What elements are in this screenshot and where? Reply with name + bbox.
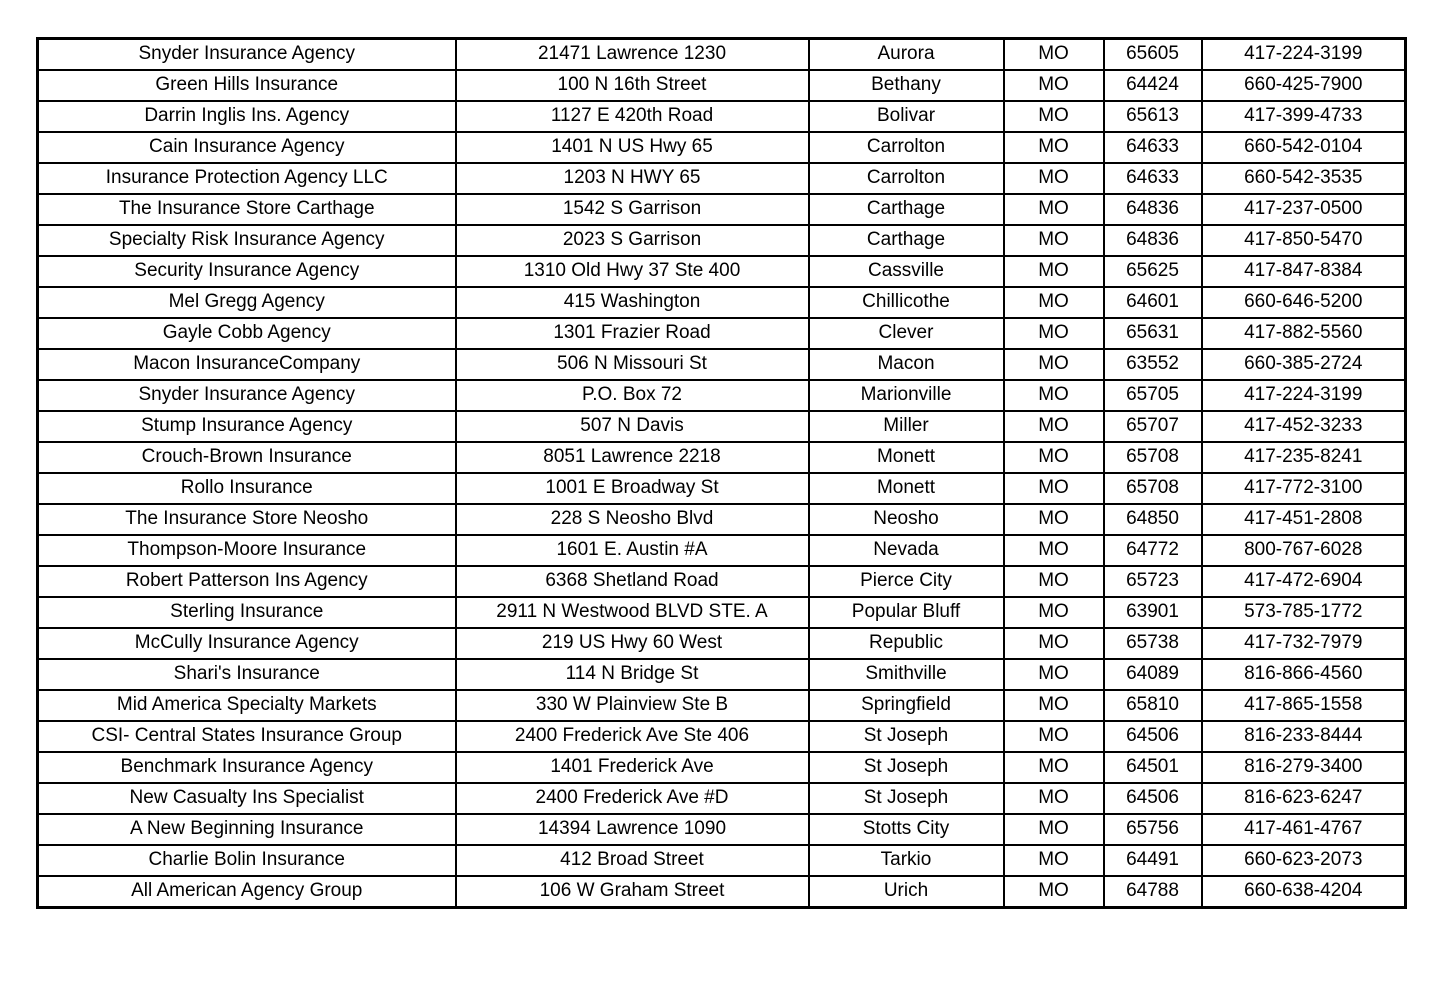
- table-row: [38, 39, 1406, 71]
- state-cell: MO: [1004, 814, 1104, 845]
- state-cell: MO: [1004, 876, 1104, 908]
- table-row: [38, 473, 1406, 504]
- city-cell: Nevada: [809, 535, 1004, 566]
- agency-name-cell: McCully Insurance Agency: [38, 628, 456, 659]
- city-cell: Urich: [809, 876, 1004, 908]
- address-cell: 1601 E. Austin #A: [456, 535, 809, 566]
- agency-name-cell: Specialty Risk Insurance Agency: [38, 225, 456, 256]
- agency-name-cell: Snyder Insurance Agency: [38, 39, 456, 71]
- agency-name-cell: Sterling Insurance: [38, 597, 456, 628]
- phone-cell: 417-472-6904: [1202, 566, 1406, 597]
- table-row: [38, 318, 1406, 349]
- table-row: [38, 752, 1406, 783]
- table-row: [38, 690, 1406, 721]
- zip-cell: 64491: [1104, 845, 1202, 876]
- state-cell: MO: [1004, 721, 1104, 752]
- phone-cell: 816-623-6247: [1202, 783, 1406, 814]
- city-cell: Miller: [809, 411, 1004, 442]
- city-cell: Popular Bluff: [809, 597, 1004, 628]
- agency-name-cell: Green Hills Insurance: [38, 70, 456, 101]
- phone-cell: 417-452-3233: [1202, 411, 1406, 442]
- zip-cell: 64601: [1104, 287, 1202, 318]
- city-cell: Monett: [809, 473, 1004, 504]
- phone-cell: 417-399-4733: [1202, 101, 1406, 132]
- address-cell: 1401 Frederick Ave: [456, 752, 809, 783]
- insurance-agency-table: [36, 37, 1407, 909]
- agency-name-cell: The Insurance Store Neosho: [38, 504, 456, 535]
- agency-name-cell: Thompson-Moore Insurance: [38, 535, 456, 566]
- zip-cell: 64506: [1104, 721, 1202, 752]
- city-cell: Carrolton: [809, 163, 1004, 194]
- address-cell: 2400 Frederick Ave #D: [456, 783, 809, 814]
- address-cell: 2400 Frederick Ave Ste 406: [456, 721, 809, 752]
- city-cell: Marionville: [809, 380, 1004, 411]
- city-cell: Carrolton: [809, 132, 1004, 163]
- city-cell: Cassville: [809, 256, 1004, 287]
- address-cell: 14394 Lawrence 1090: [456, 814, 809, 845]
- state-cell: MO: [1004, 163, 1104, 194]
- zip-cell: 65723: [1104, 566, 1202, 597]
- phone-cell: 417-224-3199: [1202, 380, 1406, 411]
- phone-cell: 660-385-2724: [1202, 349, 1406, 380]
- table-row: [38, 70, 1406, 101]
- address-cell: 1310 Old Hwy 37 Ste 400: [456, 256, 809, 287]
- phone-cell: 816-866-4560: [1202, 659, 1406, 690]
- address-cell: 8051 Lawrence 2218: [456, 442, 809, 473]
- address-cell: 1542 S Garrison: [456, 194, 809, 225]
- state-cell: MO: [1004, 442, 1104, 473]
- phone-cell: 573-785-1772: [1202, 597, 1406, 628]
- agency-name-cell: New Casualty Ins Specialist: [38, 783, 456, 814]
- table-row: [38, 194, 1406, 225]
- table-row: [38, 535, 1406, 566]
- zip-cell: 64836: [1104, 225, 1202, 256]
- city-cell: Carthage: [809, 225, 1004, 256]
- state-cell: MO: [1004, 535, 1104, 566]
- city-cell: Pierce City: [809, 566, 1004, 597]
- table-row: [38, 163, 1406, 194]
- state-cell: MO: [1004, 597, 1104, 628]
- agency-name-cell: All American Agency Group: [38, 876, 456, 908]
- table-body: [38, 39, 1406, 908]
- city-cell: Smithville: [809, 659, 1004, 690]
- phone-cell: 417-850-5470: [1202, 225, 1406, 256]
- agency-name-cell: Insurance Protection Agency LLC: [38, 163, 456, 194]
- agency-name-cell: Security Insurance Agency: [38, 256, 456, 287]
- phone-cell: 417-451-2808: [1202, 504, 1406, 535]
- address-cell: 21471 Lawrence 1230: [456, 39, 809, 71]
- zip-cell: 65756: [1104, 814, 1202, 845]
- table-row: [38, 876, 1406, 908]
- zip-cell: 65631: [1104, 318, 1202, 349]
- state-cell: MO: [1004, 411, 1104, 442]
- address-cell: 228 S Neosho Blvd: [456, 504, 809, 535]
- state-cell: MO: [1004, 473, 1104, 504]
- address-cell: 106 W Graham Street: [456, 876, 809, 908]
- table-row: [38, 783, 1406, 814]
- address-cell: 330 W Plainview Ste B: [456, 690, 809, 721]
- zip-cell: 64633: [1104, 132, 1202, 163]
- agency-name-cell: Darrin Inglis Ins. Agency: [38, 101, 456, 132]
- address-cell: 114 N Bridge St: [456, 659, 809, 690]
- state-cell: MO: [1004, 101, 1104, 132]
- zip-cell: 65708: [1104, 442, 1202, 473]
- state-cell: MO: [1004, 39, 1104, 71]
- address-cell: 1401 N US Hwy 65: [456, 132, 809, 163]
- state-cell: MO: [1004, 845, 1104, 876]
- zip-cell: 64089: [1104, 659, 1202, 690]
- city-cell: Aurora: [809, 39, 1004, 71]
- zip-cell: 64836: [1104, 194, 1202, 225]
- city-cell: Tarkio: [809, 845, 1004, 876]
- table-row: [38, 101, 1406, 132]
- table-row: [38, 504, 1406, 535]
- state-cell: MO: [1004, 225, 1104, 256]
- state-cell: MO: [1004, 70, 1104, 101]
- address-cell: 6368 Shetland Road: [456, 566, 809, 597]
- phone-cell: 417-224-3199: [1202, 39, 1406, 71]
- state-cell: MO: [1004, 287, 1104, 318]
- phone-cell: 660-542-0104: [1202, 132, 1406, 163]
- address-cell: 2023 S Garrison: [456, 225, 809, 256]
- zip-cell: 65605: [1104, 39, 1202, 71]
- state-cell: MO: [1004, 659, 1104, 690]
- phone-cell: 660-425-7900: [1202, 70, 1406, 101]
- state-cell: MO: [1004, 194, 1104, 225]
- table-row: [38, 225, 1406, 256]
- address-cell: 219 US Hwy 60 West: [456, 628, 809, 659]
- zip-cell: 65613: [1104, 101, 1202, 132]
- table-row: [38, 597, 1406, 628]
- zip-cell: 63552: [1104, 349, 1202, 380]
- table-row: [38, 442, 1406, 473]
- table-row: [38, 845, 1406, 876]
- agency-name-cell: Mid America Specialty Markets: [38, 690, 456, 721]
- state-cell: MO: [1004, 504, 1104, 535]
- phone-cell: 417-235-8241: [1202, 442, 1406, 473]
- agency-name-cell: The Insurance Store Carthage: [38, 194, 456, 225]
- address-cell: 100 N 16th Street: [456, 70, 809, 101]
- table-row: [38, 132, 1406, 163]
- agency-name-cell: Stump Insurance Agency: [38, 411, 456, 442]
- table-row: [38, 628, 1406, 659]
- table-row: [38, 566, 1406, 597]
- zip-cell: 65810: [1104, 690, 1202, 721]
- agency-name-cell: Robert Patterson Ins Agency: [38, 566, 456, 597]
- city-cell: Macon: [809, 349, 1004, 380]
- address-cell: 1127 E 420th Road: [456, 101, 809, 132]
- agency-name-cell: Rollo Insurance: [38, 473, 456, 504]
- address-cell: 1301 Frazier Road: [456, 318, 809, 349]
- agency-name-cell: A New Beginning Insurance: [38, 814, 456, 845]
- address-cell: 1203 N HWY 65: [456, 163, 809, 194]
- phone-cell: 417-772-3100: [1202, 473, 1406, 504]
- zip-cell: 64772: [1104, 535, 1202, 566]
- zip-cell: 65707: [1104, 411, 1202, 442]
- phone-cell: 800-767-6028: [1202, 535, 1406, 566]
- state-cell: MO: [1004, 690, 1104, 721]
- agency-name-cell: CSI- Central States Insurance Group: [38, 721, 456, 752]
- city-cell: Springfield: [809, 690, 1004, 721]
- city-cell: Clever: [809, 318, 1004, 349]
- phone-cell: 660-623-2073: [1202, 845, 1406, 876]
- agency-name-cell: Macon InsuranceCompany: [38, 349, 456, 380]
- agency-name-cell: Shari's Insurance: [38, 659, 456, 690]
- city-cell: St Joseph: [809, 752, 1004, 783]
- phone-cell: 417-865-1558: [1202, 690, 1406, 721]
- address-cell: 1001 E Broadway St: [456, 473, 809, 504]
- address-cell: 415 Washington: [456, 287, 809, 318]
- city-cell: St Joseph: [809, 783, 1004, 814]
- agency-name-cell: Crouch-Brown Insurance: [38, 442, 456, 473]
- city-cell: Bethany: [809, 70, 1004, 101]
- address-cell: 506 N Missouri St: [456, 349, 809, 380]
- table-row: [38, 349, 1406, 380]
- state-cell: MO: [1004, 783, 1104, 814]
- phone-cell: 417-732-7979: [1202, 628, 1406, 659]
- phone-cell: 660-638-4204: [1202, 876, 1406, 908]
- zip-cell: 64850: [1104, 504, 1202, 535]
- address-cell: 507 N Davis: [456, 411, 809, 442]
- phone-cell: 816-233-8444: [1202, 721, 1406, 752]
- state-cell: MO: [1004, 628, 1104, 659]
- state-cell: MO: [1004, 349, 1104, 380]
- zip-cell: 65708: [1104, 473, 1202, 504]
- phone-cell: 417-461-4767: [1202, 814, 1406, 845]
- city-cell: Stotts City: [809, 814, 1004, 845]
- state-cell: MO: [1004, 318, 1104, 349]
- zip-cell: 64633: [1104, 163, 1202, 194]
- agency-name-cell: Mel Gregg Agency: [38, 287, 456, 318]
- agency-name-cell: Gayle Cobb Agency: [38, 318, 456, 349]
- agency-name-cell: Benchmark Insurance Agency: [38, 752, 456, 783]
- zip-cell: 64501: [1104, 752, 1202, 783]
- state-cell: MO: [1004, 566, 1104, 597]
- table-row: [38, 659, 1406, 690]
- table-row: [38, 721, 1406, 752]
- city-cell: Neosho: [809, 504, 1004, 535]
- city-cell: Bolivar: [809, 101, 1004, 132]
- table-row: [38, 411, 1406, 442]
- table-row: [38, 814, 1406, 845]
- zip-cell: 65625: [1104, 256, 1202, 287]
- zip-cell: 64506: [1104, 783, 1202, 814]
- state-cell: MO: [1004, 380, 1104, 411]
- city-cell: St Joseph: [809, 721, 1004, 752]
- phone-cell: 417-847-8384: [1202, 256, 1406, 287]
- state-cell: MO: [1004, 132, 1104, 163]
- agency-name-cell: Snyder Insurance Agency: [38, 380, 456, 411]
- phone-cell: 417-882-5560: [1202, 318, 1406, 349]
- address-cell: 412 Broad Street: [456, 845, 809, 876]
- agency-name-cell: Cain Insurance Agency: [38, 132, 456, 163]
- zip-cell: 64788: [1104, 876, 1202, 908]
- table-row: [38, 256, 1406, 287]
- city-cell: Monett: [809, 442, 1004, 473]
- state-cell: MO: [1004, 752, 1104, 783]
- zip-cell: 63901: [1104, 597, 1202, 628]
- state-cell: MO: [1004, 256, 1104, 287]
- table-row: [38, 287, 1406, 318]
- phone-cell: 660-646-5200: [1202, 287, 1406, 318]
- zip-cell: 65705: [1104, 380, 1202, 411]
- city-cell: Carthage: [809, 194, 1004, 225]
- zip-cell: 64424: [1104, 70, 1202, 101]
- phone-cell: 417-237-0500: [1202, 194, 1406, 225]
- phone-cell: 660-542-3535: [1202, 163, 1406, 194]
- address-cell: P.O. Box 72: [456, 380, 809, 411]
- city-cell: Chillicothe: [809, 287, 1004, 318]
- zip-cell: 65738: [1104, 628, 1202, 659]
- phone-cell: 816-279-3400: [1202, 752, 1406, 783]
- table-row: [38, 380, 1406, 411]
- city-cell: Republic: [809, 628, 1004, 659]
- agency-name-cell: Charlie Bolin Insurance: [38, 845, 456, 876]
- address-cell: 2911 N Westwood BLVD STE. A: [456, 597, 809, 628]
